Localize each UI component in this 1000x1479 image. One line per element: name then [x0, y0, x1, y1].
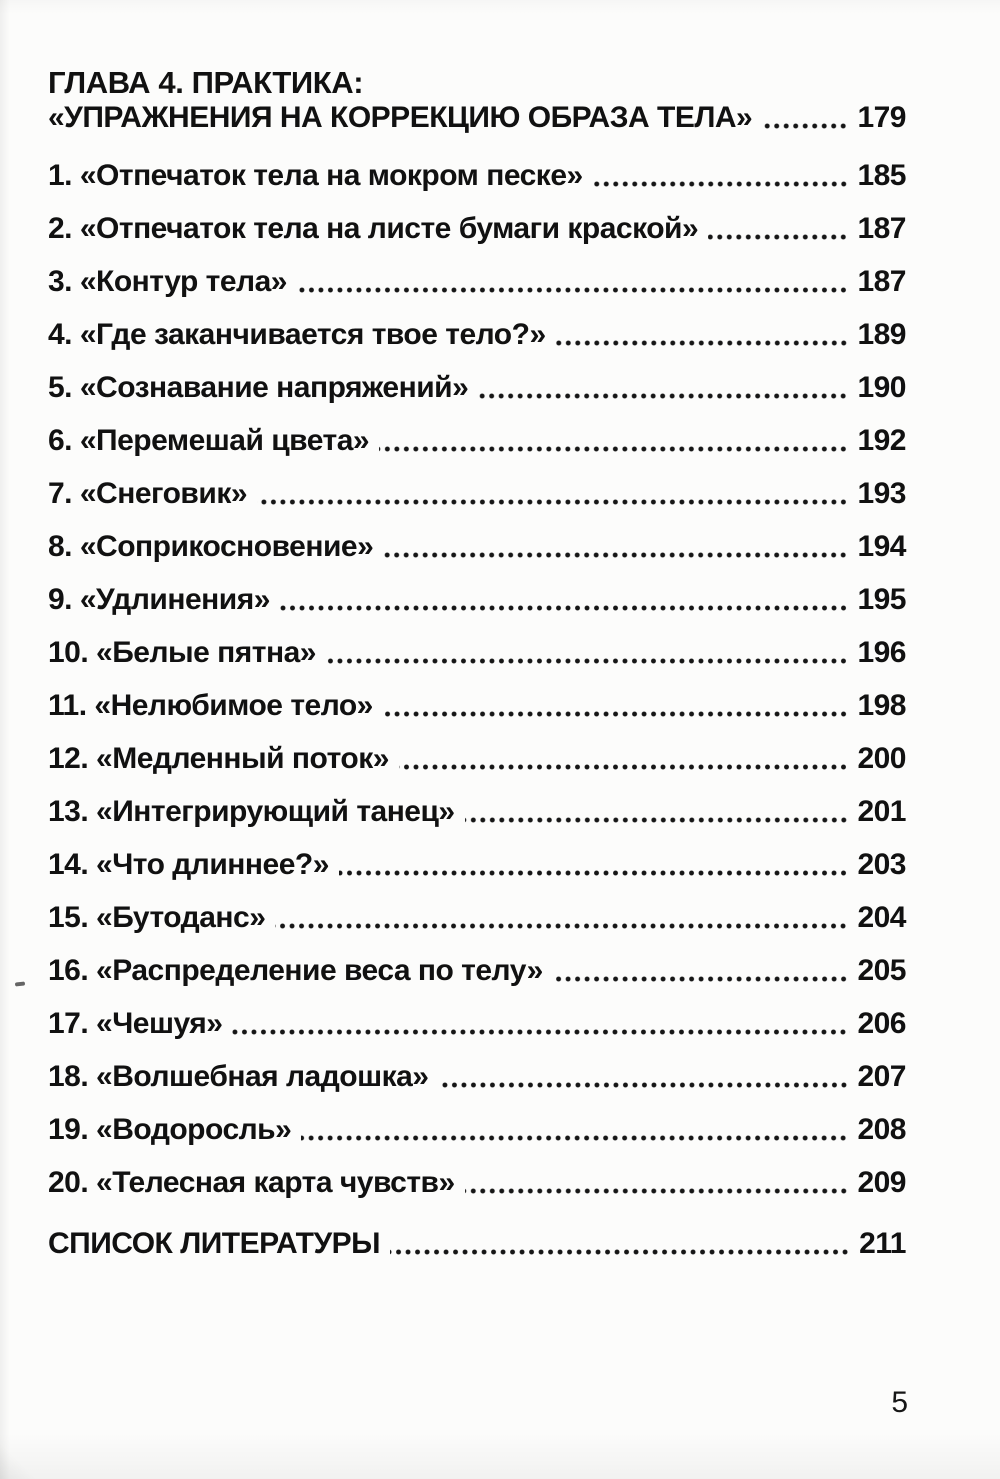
- toc-item-page: 192: [857, 424, 906, 457]
- toc-item-page: 193: [857, 477, 906, 510]
- toc-row: [48, 848, 906, 882]
- toc-item-label: 9. «Удлинения»: [48, 583, 270, 616]
- dot-leader: [593, 181, 851, 187]
- chapter-heading-line1: ГЛАВА 4. ПРАКТИКА:: [48, 65, 364, 100]
- toc-row: [48, 1113, 906, 1147]
- dot-leader: [379, 446, 850, 452]
- toc-row: [48, 212, 906, 246]
- dot-leader: [301, 1135, 850, 1141]
- chapter-heading-page: 179: [857, 101, 906, 134]
- toc-item-label: 4. «Где заканчивается твое тело?»: [48, 318, 546, 351]
- toc-row: [48, 954, 906, 988]
- toc-item-label: 16. «Распределение веса по телу»: [48, 954, 543, 987]
- toc-item-label: 7. «Снеговик»: [48, 477, 248, 510]
- dot-leader: [257, 499, 850, 505]
- toc-row: [48, 689, 906, 723]
- toc-item-page: 201: [857, 795, 906, 828]
- toc-item-page: 185: [857, 159, 906, 192]
- toc-item-label: 1. «Отпечаток тела на мокром песке»: [48, 159, 583, 192]
- chapter-heading-title: «УПРАЖНЕНИЯ НА КОРРЕКЦИЮ ОБРАЗА ТЕЛА»: [48, 101, 753, 134]
- dot-leader: [762, 123, 850, 129]
- toc-row: [48, 1166, 906, 1200]
- toc-item-label: 17. «Чешуя»: [48, 1007, 223, 1040]
- toc-item-label: 6. «Перемешай цвета»: [48, 424, 370, 457]
- dot-leader: [478, 393, 850, 399]
- toc-item-label: СПИСОК ЛИТЕРАТУРЫ: [48, 1227, 381, 1260]
- toc-item-page: 189: [857, 318, 906, 351]
- toc-item-label: 20. «Телесная карта чувств»: [48, 1166, 455, 1199]
- page-number: 5: [891, 1386, 908, 1419]
- toc-row: [48, 265, 906, 299]
- toc-row: [48, 636, 906, 670]
- dot-leader: [465, 1188, 851, 1194]
- toc-item-page: 203: [857, 848, 906, 881]
- toc-row: [48, 424, 906, 458]
- toc-item-label: 18. «Волшебная ладошка»: [48, 1060, 429, 1093]
- dot-leader: [399, 764, 850, 770]
- toc-item-page: 207: [857, 1060, 906, 1093]
- chapter-heading-line2: [48, 101, 906, 135]
- toc-item-label: 5. «Сознавание напряжений»: [48, 371, 469, 404]
- toc-item-page: 190: [857, 371, 906, 404]
- toc-item-page: 200: [857, 742, 906, 775]
- dot-leader: [280, 605, 851, 611]
- dot-leader: [708, 234, 850, 240]
- dot-leader: [465, 817, 851, 823]
- toc-row: [48, 159, 906, 193]
- toc-item-label: 10. «Белые пятна»: [48, 636, 316, 669]
- toc-row: [48, 1007, 906, 1041]
- dot-leader: [339, 870, 851, 876]
- toc-item-page: 209: [857, 1166, 906, 1199]
- toc-row-bibliography: [48, 1227, 906, 1261]
- toc-item-label: 12. «Медленный поток»: [48, 742, 389, 775]
- toc-row: [48, 795, 906, 829]
- toc-item-label: 11. «Нелюбимое тело»: [48, 689, 373, 722]
- toc-row: [48, 371, 906, 405]
- dot-leader: [326, 658, 850, 664]
- toc-item-page: 205: [857, 954, 906, 987]
- toc-row: [48, 1060, 906, 1094]
- scan-speck-artifact: [15, 981, 25, 986]
- toc-item-page: 187: [857, 212, 906, 245]
- toc-item-label: 8. «Соприкосновение»: [48, 530, 374, 563]
- dot-leader: [232, 1029, 850, 1035]
- dot-leader: [383, 711, 851, 717]
- dot-leader: [553, 976, 851, 982]
- dot-leader: [556, 340, 851, 346]
- toc-row: [48, 742, 906, 776]
- toc-item-label: 13. «Интегрирующий танец»: [48, 795, 455, 828]
- chapter-heading: [48, 64, 906, 135]
- toc-item-page: 196: [857, 636, 906, 669]
- toc-item-label: 14. «Что длиннее?»: [48, 848, 329, 881]
- dot-leader: [383, 552, 850, 558]
- toc-item-page: 198: [857, 689, 906, 722]
- toc-item-page: 204: [857, 901, 906, 934]
- toc-row: [48, 583, 906, 617]
- toc-item-page: 211: [859, 1227, 906, 1260]
- toc-item-page: 194: [857, 530, 906, 563]
- dot-leader: [390, 1249, 852, 1255]
- toc-item-page: 208: [857, 1113, 906, 1146]
- toc-item-label: 15. «Бутоданс»: [48, 901, 266, 934]
- toc-item-label: 19. «Водоросль»: [48, 1113, 292, 1146]
- toc-item-page: 195: [857, 583, 906, 616]
- toc-row: [48, 530, 906, 564]
- toc-item-page: 187: [857, 265, 906, 298]
- toc-item-label: 2. «Отпечаток тела на листе бумаги краской»: [48, 212, 699, 245]
- table-of-contents: [48, 64, 906, 1261]
- toc-item-page: 206: [857, 1007, 906, 1040]
- toc-row: [48, 318, 906, 352]
- dot-leader: [297, 287, 850, 293]
- toc-row: [48, 477, 906, 511]
- toc-item-label: 3. «Контур тела»: [48, 265, 287, 298]
- dot-leader: [439, 1082, 851, 1088]
- dot-leader: [275, 923, 850, 929]
- toc-list: [48, 159, 906, 1200]
- toc-row: [48, 901, 906, 935]
